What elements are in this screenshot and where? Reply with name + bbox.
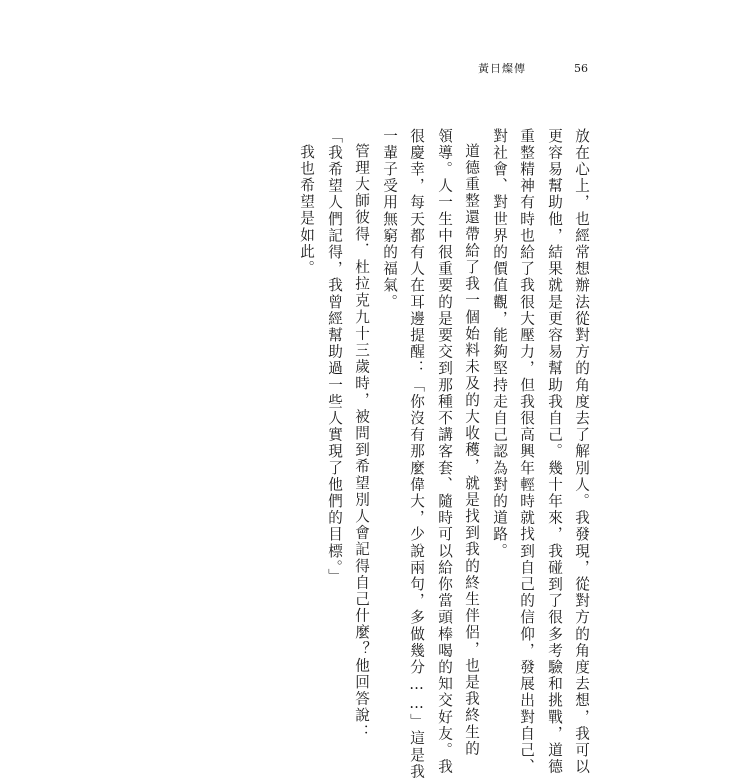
- text-line-9: 管理大師彼得．杜拉克九十三歲時，被問到希望別人會記得自己什麼？他回答說：: [353, 143, 370, 741]
- text-line-11: 我也希望是如此。: [298, 144, 315, 277]
- running-head: [478, 60, 588, 78]
- text-line-3: 重整精神有時也給了我很大壓力，但我很高興年輕時就找到自己的信仰，發展出對自己、: [518, 128, 535, 776]
- text-line-1: 放在心上，也經常想辦法從對方的角度去了解別人。我發現，從對方的角度去想，我可以: [573, 128, 590, 776]
- text-line-8: 一輩子受用無窮的福氣。: [381, 128, 398, 311]
- text-line-2: 更容易幫助他，結果就是更容易幫助我自己。幾十年來，我碰到了很多考驗和挑戰，道德: [546, 128, 563, 776]
- book-title: 黃日燦傳: [478, 62, 526, 75]
- text-line-7: 很慶幸，每天都有人在耳邊提醒：「你沒有那麼偉大，少說兩句，多做幾分……」這是我: [408, 128, 425, 780]
- page-number: 56: [574, 62, 588, 75]
- text-line-6: 領導。人一生中很重要的是要交到那種不講客套、隨時可以給你當頭棒喝的知交好友。我: [436, 128, 453, 776]
- text-line-10: 「我希望人們記得，我曾經幫助過一些人實現了他們的目標。」: [326, 128, 343, 586]
- text-line-5: 道德重整還帶給了我一個始料未及的大收穫，就是找到我的終生伴侶，也是我終生的: [463, 143, 480, 758]
- text-line-4: 對社會、對世界的價值觀，能夠堅持走自己認為對的道路。: [491, 128, 508, 560]
- vertical-text-block: [286, 128, 590, 780]
